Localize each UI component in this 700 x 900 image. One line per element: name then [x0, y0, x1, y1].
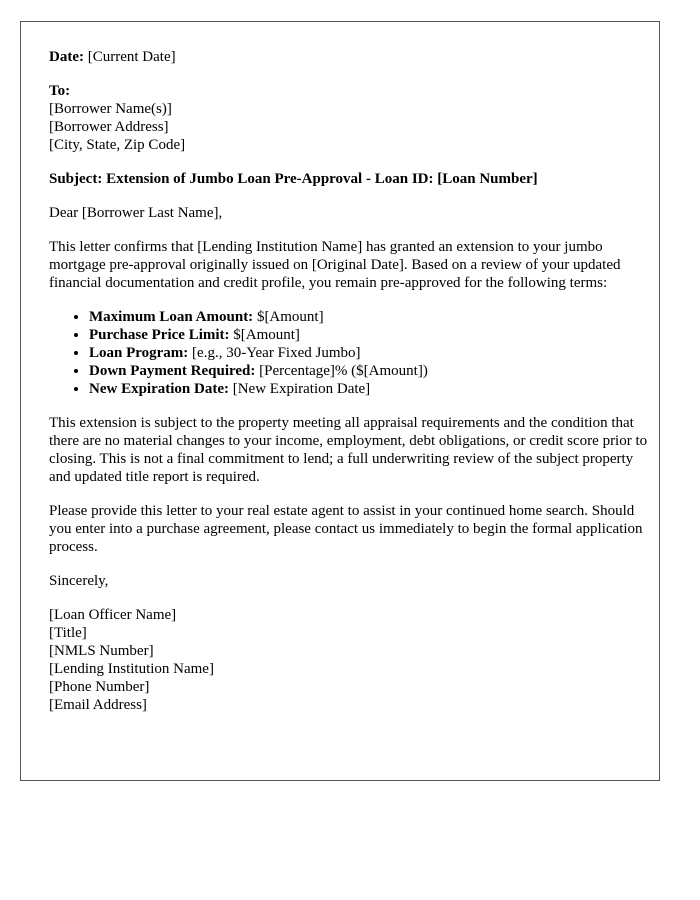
date-value: [Current Date] [83, 49, 176, 65]
intro-paragraph: This letter confirms that [Lending Institution Name] has granted an extension to your jumbo mortgage pre-approval originally issued on [Original Date]. Based on a review of your updated financial documentation and credit profile, you remain pre-approved for the following terms: [49, 239, 621, 291]
salutation: Dear [Borrower Last Name], [49, 205, 223, 221]
term-item [89, 380, 649, 398]
term-label: Loan Program: [89, 345, 189, 361]
term-label: Purchase Price Limit: [89, 327, 230, 343]
borrower-address: [Borrower Address] [49, 119, 169, 135]
term-label: New Expiration Date: [89, 381, 229, 397]
term-value: [New Expiration Date] [228, 381, 371, 397]
loan-officer-name: [Loan Officer Name] [49, 607, 177, 623]
recipient-block [49, 82, 649, 154]
nmls-number: [NMLS Number] [49, 643, 154, 659]
term-item [89, 308, 649, 326]
email-address: [Email Address] [49, 697, 147, 713]
letter-body [49, 48, 649, 714]
subject-line: Subject: Extension of Jumbo Loan Pre-Approval - Loan ID: [Loan Number] [49, 171, 538, 187]
date-label: Date: [49, 49, 84, 65]
borrower-city-state-zip: [City, State, Zip Code] [49, 137, 186, 153]
borrower-name: [Borrower Name(s)] [49, 101, 172, 117]
term-item [89, 362, 649, 380]
date-line [49, 48, 649, 66]
term-label: Down Payment Required: [89, 363, 256, 379]
closing: Sincerely, [49, 573, 109, 589]
to-label: To: [49, 83, 71, 99]
term-item [89, 344, 649, 362]
officer-title: [Title] [49, 625, 87, 641]
term-value: [Percentage]% ($[Amount]) [255, 363, 428, 379]
term-value: $[Amount] [253, 309, 324, 325]
instructions-paragraph: Please provide this letter to your real estate agent to assist in your continued home search. Should you enter into a purchase agreement, please contact us immediately to begin the formal application process. [49, 503, 643, 555]
signature-block [49, 606, 649, 714]
terms-list [49, 308, 649, 398]
term-value: [e.g., 30-Year Fixed Jumbo] [188, 345, 361, 361]
term-value: $[Amount] [229, 327, 300, 343]
term-label: Maximum Loan Amount: [89, 309, 254, 325]
lending-institution-name: [Lending Institution Name] [49, 661, 214, 677]
letter-page [20, 21, 660, 781]
conditions-paragraph: This extension is subject to the property meeting all appraisal requirements and the condition that there are no material changes to your income, employment, debt obligations, or credit score prior to closing. This is not a final commitment to lend; a full underwriting review of the subject property and updated title report is required. [49, 415, 648, 485]
term-item [89, 326, 649, 344]
phone-number: [Phone Number] [49, 679, 150, 695]
